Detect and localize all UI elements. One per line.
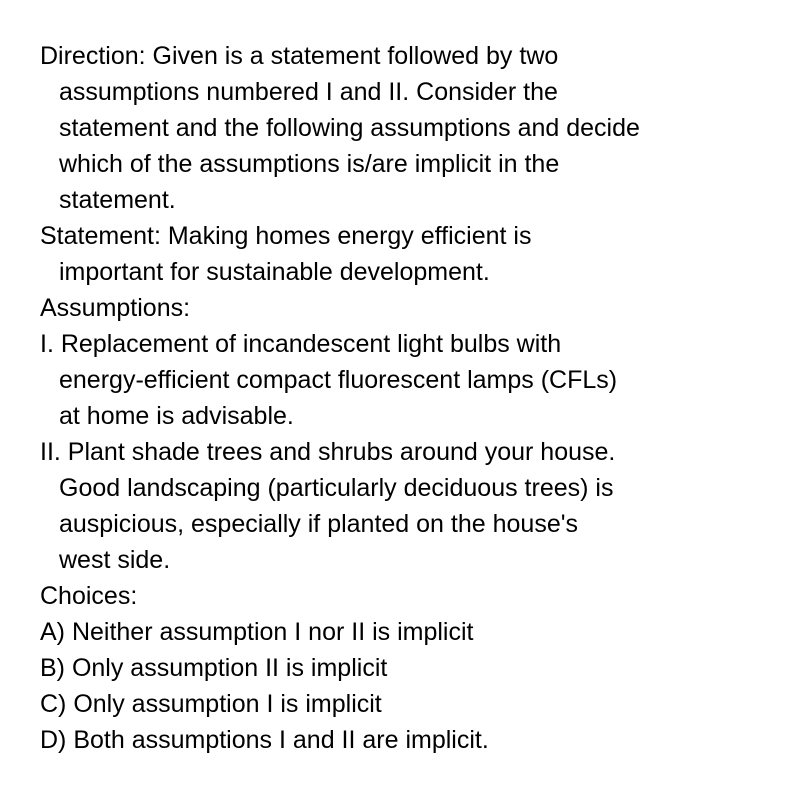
direction-line: assumptions numbered I and II. Consider the xyxy=(59,78,558,106)
statement-line: important for sustainable development. xyxy=(59,258,490,286)
question-document xyxy=(40,38,740,758)
assumptions-section xyxy=(40,290,740,578)
choice-option-d[interactable]: D) Both assumptions I and II are implicit. xyxy=(40,726,489,754)
assumptions-heading: Assumptions: xyxy=(40,294,191,322)
choice-option-b[interactable]: B) Only assumption II is implicit xyxy=(40,654,388,682)
choice-option-a[interactable]: A) Neither assumption I nor II is implicit xyxy=(40,618,474,646)
direction-line: Direction: Given is a statement followed by two xyxy=(40,42,559,70)
choices-section xyxy=(40,578,740,758)
direction-paragraph xyxy=(40,38,740,218)
assumption-ii xyxy=(40,434,740,578)
assumption-line: energy-efficient compact fluorescent lamps (CFLs) xyxy=(59,366,618,394)
choice-option-c[interactable]: C) Only assumption I is implicit xyxy=(40,690,382,718)
assumption-line: Good landscaping (particularly deciduous trees) is xyxy=(59,474,614,502)
direction-line: which of the assumptions is/are implicit in the xyxy=(59,150,560,178)
choices-heading: Choices: xyxy=(40,582,138,610)
statement-line: Statement: Making homes energy efficient is xyxy=(40,222,532,250)
assumption-line: auspicious, especially if planted on the house's xyxy=(59,510,578,538)
direction-line: statement and the following assumptions and decide xyxy=(59,114,640,142)
assumption-line: at home is advisable. xyxy=(59,402,294,430)
direction-line: statement. xyxy=(59,186,176,214)
assumption-i xyxy=(40,326,740,434)
statement-paragraph xyxy=(40,218,740,290)
assumption-line: west side. xyxy=(59,546,171,574)
assumption-line: II. Plant shade trees and shrubs around your house. xyxy=(40,438,616,466)
assumption-line: I. Replacement of incandescent light bulbs with xyxy=(40,330,562,358)
